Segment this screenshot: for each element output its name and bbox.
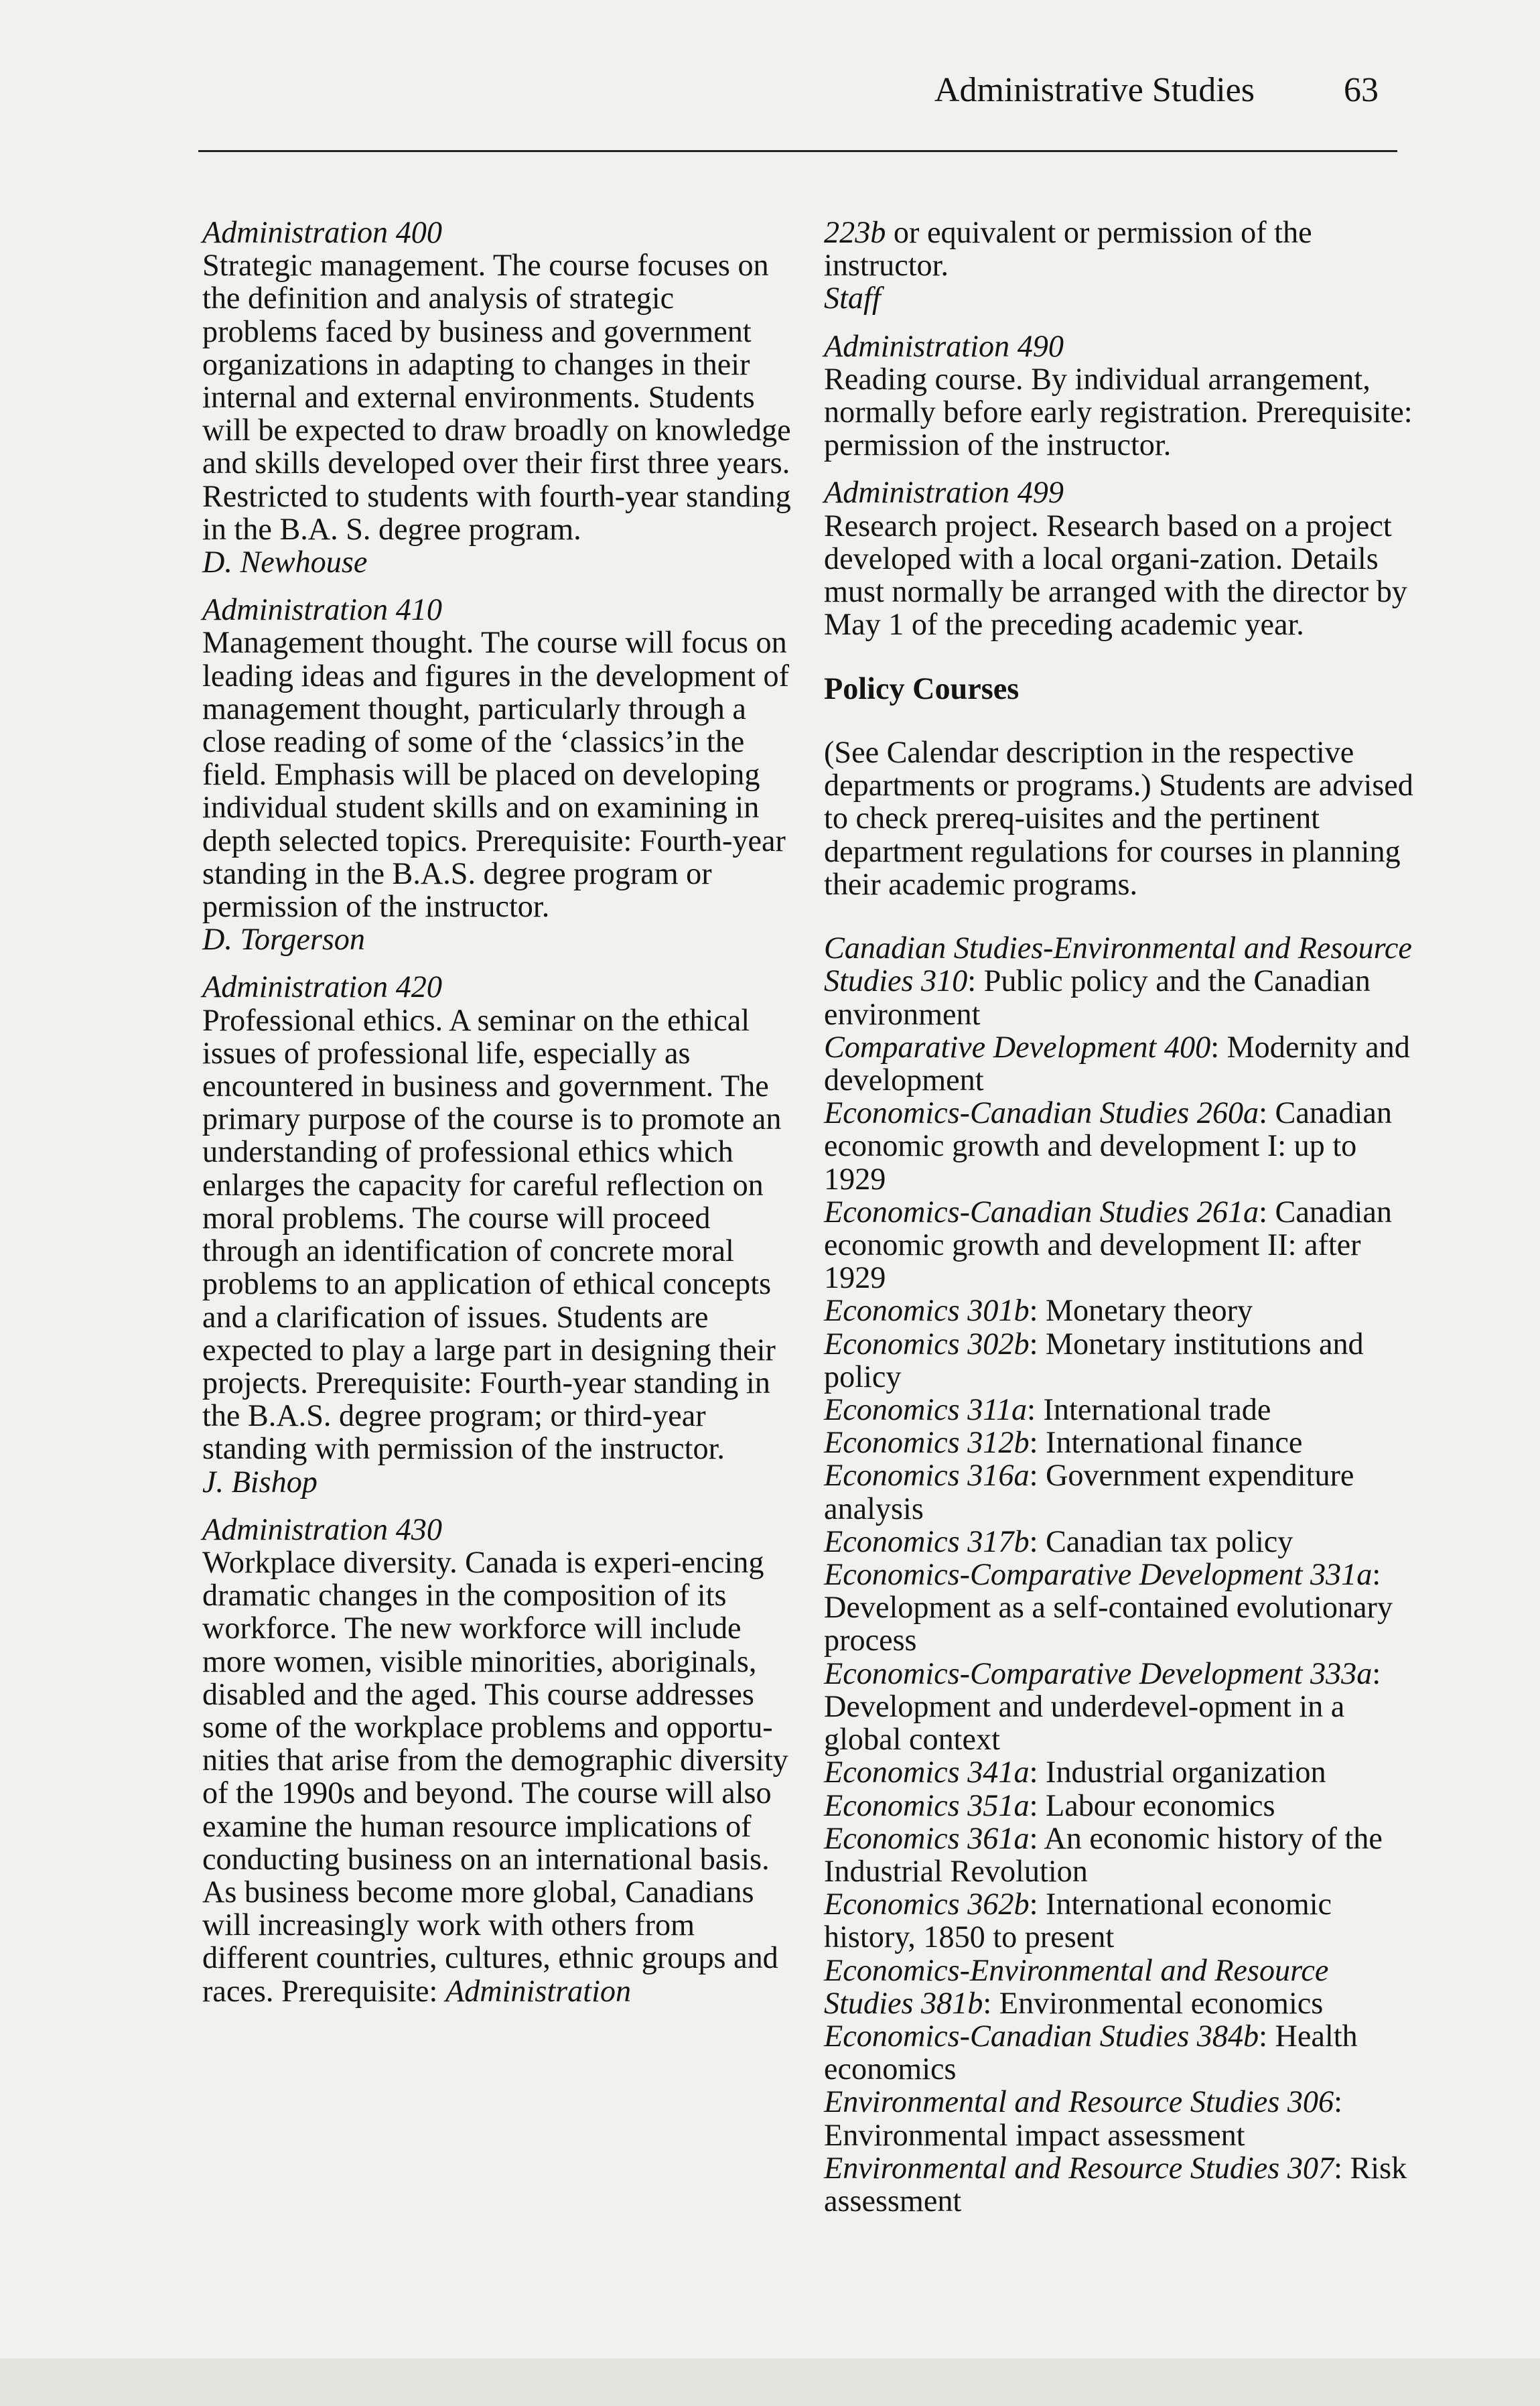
- policy-course-separator: :: [1027, 1392, 1044, 1427]
- policy-course-separator: :: [1029, 1788, 1046, 1822]
- policy-course-description: International economic history, 1850 to present: [824, 1887, 1332, 1954]
- policy-course-description: Monetary theory: [1045, 1293, 1253, 1328]
- course-title: Administration 430: [202, 1512, 442, 1546]
- course-entry-490: [824, 330, 1413, 462]
- course-instructor: D. Torgerson: [202, 922, 365, 957]
- course-title: Administration 400: [202, 215, 442, 249]
- policy-course-description: Government expenditure analysis: [824, 1458, 1354, 1526]
- course-title: Administration 410: [202, 592, 442, 627]
- policy-course-item: [824, 1954, 1413, 2019]
- page-number: 63: [1344, 71, 1379, 109]
- policy-course-item: [824, 1558, 1413, 1657]
- course-description: [202, 1546, 792, 2007]
- policy-course-code: Environmental and Resource Studies 306: [824, 2084, 1334, 2119]
- left-column: [202, 216, 792, 2022]
- policy-course-item: [824, 1887, 1413, 1953]
- policy-course-separator: :: [983, 1985, 999, 2020]
- policy-course-separator: :: [967, 963, 984, 998]
- policy-course-separator: :: [1334, 2150, 1350, 2185]
- policy-course-separator: :: [1372, 1557, 1381, 1592]
- policy-course-description: Public policy and the Canadian environment: [824, 963, 1371, 1031]
- policy-course-item: [824, 2085, 1413, 2151]
- policy-courses-section: [824, 672, 1413, 900]
- policy-course-code: Economics 341a: [824, 1755, 1030, 1790]
- policy-course-separator: :: [1029, 1887, 1046, 1922]
- policy-course-code: Environmental and Resource Studies 307: [824, 2150, 1334, 2185]
- policy-course-separator: :: [1029, 1458, 1046, 1493]
- course-entry-430: [202, 1513, 792, 2007]
- policy-course-item: [824, 1755, 1413, 1788]
- section-heading: Policy Courses: [824, 671, 1020, 706]
- course-entry-400: [202, 216, 792, 578]
- course-description-text: Workplace diversity. Canada is experi-encing dramatic changes in the composition of its workforce. The new workforce will include more women, visible minorities, aboriginals, disabled and the aged. This course addresses some of the workplace problems and opportu-nities that arise from the demographic diversity of the 1990s and beyond. The course will also examine the human resource implications of conducting business on an international basis. As business become more global, Canadians will increasingly work with others from different countries, cultures, ethnic groups and races. Prerequisite:: [202, 1544, 788, 2008]
- course-entry-499: [824, 476, 1413, 641]
- course-instructor: Staff: [824, 281, 881, 316]
- policy-course-description: International finance: [1045, 1425, 1303, 1460]
- policy-course-item: [824, 1294, 1413, 1327]
- course-title: Administration 490: [824, 328, 1064, 363]
- right-column: [824, 216, 1413, 2217]
- policy-course-description: Environmental economics: [999, 1985, 1324, 2020]
- page-bottom-edge: [0, 2358, 1540, 2406]
- page-header: [198, 64, 1397, 151]
- policy-course-item: [824, 1459, 1413, 1524]
- policy-course-code: Economics 317b: [824, 1524, 1030, 1558]
- policy-course-code: Canadian Studies-Environmental and Resource Studies 310: [824, 931, 1412, 998]
- policy-course-item: [824, 1030, 1413, 1096]
- course-description: Strategic management. The course focuses on the definition and analysis of strategic problems faced by business and government organizations in adapting to changes in their internal and external environments. Students will be expected to draw broadly on knowledge and skills developed over their first three years. Restricted to students with fourth-year standing in the B.A. S. degree program.: [202, 248, 791, 546]
- policy-course-separator: :: [1259, 2018, 1275, 2053]
- policy-course-separator: :: [1029, 1755, 1046, 1790]
- running-head-title: Administrative Studies: [934, 71, 1255, 109]
- course-description: Reading course. By individual arrangement, normally before early registration. Prerequisite: permission of the instructor.: [824, 361, 1413, 462]
- policy-course-description: Monetary institutions and policy: [824, 1326, 1364, 1394]
- course-description: Management thought. The course will focus on leading ideas and figures in the development of management thought, particularly through a close reading of some of the ‘classics’in the field. Emphasis will be placed on developing individual student skills and on examining in depth selected topics. Prerequisite: Fourth-year standing in the B.A.S. degree program or permission of the instructor.: [202, 625, 790, 924]
- policy-course-item: [824, 931, 1413, 1030]
- policy-course-description: Industrial organization: [1045, 1755, 1326, 1790]
- policy-course-separator: :: [1210, 1029, 1227, 1064]
- policy-course-separator: :: [1029, 1293, 1046, 1328]
- policy-course-list: [824, 931, 1413, 2217]
- course-title: Administration 420: [202, 970, 442, 1004]
- policy-course-separator: :: [1334, 2084, 1342, 2119]
- policy-course-code: Economics 302b: [824, 1326, 1030, 1361]
- course-description: Professional ethics. A seminar on the ethical issues of professional life, especially as encountered in business and government. The primary purpose of the course is to promote an understanding of professional ethics which enlarges the capacity for careful reflection on moral problems. The course will proceed through an identification of concrete moral problems to an application of ethical concepts and a clarification of issues. Students are expected to play a large part in designing their projects. Prerequisite: Fourth-year standing in the B.A.S. degree program; or third-year standing with permission of the instructor.: [202, 1002, 782, 1466]
- policy-course-separator: :: [1259, 1095, 1275, 1130]
- prerequisite-course-ref: Administration: [445, 1973, 632, 2008]
- policy-course-description: International trade: [1043, 1392, 1271, 1427]
- policy-course-item: [824, 1525, 1413, 1558]
- policy-course-description: Canadian economic growth and development II: after 1929: [824, 1194, 1392, 1295]
- course-instructor: D. Newhouse: [202, 545, 368, 580]
- policy-course-item: [824, 1195, 1413, 1294]
- policy-course-item: [824, 2151, 1413, 2217]
- policy-course-description: Development and underdevel-opment in a global context: [824, 1688, 1345, 1757]
- policy-course-separator: :: [1259, 1194, 1275, 1229]
- policy-course-description: Modernity and development: [824, 1029, 1410, 1097]
- policy-course-item: [824, 2019, 1413, 2085]
- policy-course-item: [824, 1789, 1413, 1822]
- policy-course-code: Economics 312b: [824, 1425, 1030, 1460]
- policy-course-description: Canadian economic growth and development I: up to 1929: [824, 1095, 1392, 1196]
- policy-course-description: An economic history of the Industrial Revolution: [824, 1820, 1383, 1888]
- policy-course-item: [824, 1096, 1413, 1195]
- policy-course-separator: :: [1029, 1425, 1046, 1460]
- policy-course-code: Economics 301b: [824, 1293, 1030, 1328]
- policy-course-code: Economics 311a: [824, 1392, 1028, 1427]
- header-rule: [198, 150, 1397, 152]
- section-intro: (See Calendar description in the respective departments or programs.) Students are advised to check prereq-uisites and the pertinent department regulations for courses in planning their academic programs.: [824, 735, 1413, 901]
- policy-course-code: Economics-Canadian Studies 384b: [824, 2018, 1259, 2053]
- continuation-text: or equivalent or permission of the instructor.: [824, 215, 1312, 283]
- course-instructor: J. Bishop: [202, 1464, 318, 1499]
- course-title: Administration 499: [824, 475, 1064, 510]
- policy-course-description: Canadian tax policy: [1045, 1524, 1293, 1558]
- policy-course-code: Economics-Comparative Development 333a: [824, 1656, 1373, 1690]
- policy-course-description: Health economics: [824, 2018, 1358, 2086]
- policy-course-code: Economics-Environmental and Resource Studies 381b: [824, 1952, 1329, 2020]
- policy-course-description: Development as a self-contained evolutionary process: [824, 1590, 1393, 1658]
- policy-course-description: Environmental impact assessment: [824, 2117, 1245, 2152]
- policy-course-code: Economics 362b: [824, 1887, 1030, 1922]
- policy-course-code: Economics-Canadian Studies 260a: [824, 1095, 1259, 1130]
- policy-course-separator: :: [1029, 1820, 1044, 1855]
- policy-course-separator: :: [1372, 1656, 1381, 1690]
- policy-course-item: [824, 1657, 1413, 1756]
- policy-course-code: Economics-Comparative Development 331a: [824, 1557, 1373, 1592]
- course-description-continued: [824, 216, 1413, 281]
- policy-course-item: [824, 1822, 1413, 1887]
- course-entry-420: [202, 970, 792, 1497]
- policy-course-code: Economics-Canadian Studies 261a: [824, 1194, 1259, 1229]
- policy-course-description: Labour economics: [1045, 1788, 1275, 1822]
- policy-course-description: Risk assessment: [824, 2150, 1407, 2218]
- policy-course-separator: :: [1029, 1524, 1046, 1558]
- prerequisite-course-code: 223b: [824, 215, 886, 249]
- policy-course-separator: :: [1029, 1326, 1046, 1361]
- policy-course-code: Comparative Development 400: [824, 1029, 1211, 1064]
- course-description: Research project. Research based on a project developed with a local organi-zation. Details must normally be arranged with the director by May 1 of the preceding academic year.: [824, 508, 1407, 642]
- policy-course-item: [824, 1327, 1413, 1393]
- policy-course-code: Economics 361a: [824, 1820, 1030, 1855]
- course-entry-410: [202, 593, 792, 955]
- policy-course-item: [824, 1393, 1413, 1426]
- policy-course-item: [824, 1426, 1413, 1459]
- policy-course-code: Economics 351a: [824, 1788, 1030, 1822]
- policy-course-code: Economics 316a: [824, 1458, 1030, 1493]
- course-entry-430-continued: [824, 216, 1413, 315]
